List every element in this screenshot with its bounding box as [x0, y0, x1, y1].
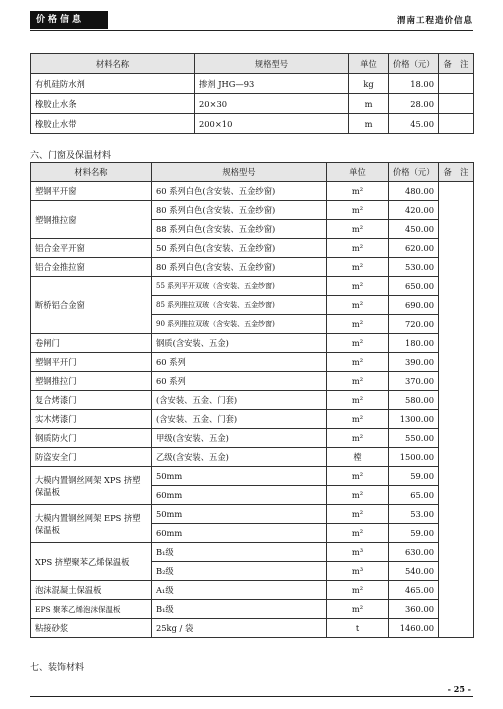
doors-windows-insulation-table	[30, 162, 474, 638]
cell-spec: 甲级(含安装、五金)	[152, 429, 327, 448]
cell-name: 塑钢推拉窗	[31, 201, 152, 239]
cell-price: 390.00	[389, 353, 439, 372]
cell-price: 420.00	[389, 201, 439, 220]
cell-spec: 85 系列推拉双玻（含安装、五金纱窗)	[152, 296, 327, 315]
cell-unit: m²	[327, 315, 389, 334]
cell-unit: m	[349, 114, 389, 134]
waterproof-price-table	[30, 53, 474, 134]
header-rule	[30, 30, 473, 31]
cell-unit: kg	[349, 74, 389, 94]
cell-name: 塑钢推拉门	[31, 372, 152, 391]
cell-spec: 60 系列白色(含安装、五金纱窗)	[152, 182, 327, 201]
section-7-title: 七、装饰材料	[30, 663, 85, 673]
cell-spec: A₁级	[152, 581, 327, 600]
cell-price: 580.00	[389, 391, 439, 410]
cell-unit: m³	[327, 562, 389, 581]
cell-spec: 90 系列推拉双玻（含安装、五金纱窗)	[152, 315, 327, 334]
cell-spec: 20×30	[195, 94, 349, 114]
cell-name: 有机硅防水剂	[31, 74, 195, 94]
cell-unit: m²	[327, 486, 389, 505]
cell-price: 53.00	[389, 505, 439, 524]
cell-name: 塑钢平开窗	[31, 182, 152, 201]
cell-spec: (含安装、五金、门套)	[152, 391, 327, 410]
cell-name: 断桥铝合金窗	[31, 277, 152, 334]
cell-price: 1500.00	[389, 448, 439, 467]
cell-spec: B₁级	[152, 600, 327, 619]
page-number: - 25 -	[447, 684, 471, 694]
table-row	[31, 182, 474, 201]
col-header-name: 材料名称	[31, 54, 195, 74]
table-row	[31, 277, 474, 296]
cell-price: 59.00	[389, 467, 439, 486]
cell-unit: m²	[327, 524, 389, 543]
cell-unit: m²	[327, 505, 389, 524]
cell-price: 630.00	[389, 543, 439, 562]
table-row	[31, 258, 474, 277]
col-header-price: 价格（元）	[389, 163, 439, 182]
cell-unit: m²	[327, 410, 389, 429]
cell-spec: 80 系列白色(含安装、五金纱窗)	[152, 258, 327, 277]
cell-name: 大模内置钢丝网架 XPS 挤塑保温板	[31, 467, 152, 505]
col-header-name: 材料名称	[31, 163, 152, 182]
cell-name: XPS 挤塑聚苯乙烯保温板	[31, 543, 152, 581]
cell-spec: 80 系列白色(含安装、五金纱窗)	[152, 201, 327, 220]
col-header-spec: 规格型号	[152, 163, 327, 182]
col-header-unit: 单位	[349, 54, 389, 74]
table-row	[31, 94, 474, 114]
col-header-spec: 规格型号	[195, 54, 349, 74]
cell-spec: 50 系列白色(含安装、五金纱窗)	[152, 239, 327, 258]
cell-note	[439, 182, 474, 638]
cell-price: 450.00	[389, 220, 439, 239]
cell-spec: 55 系列平开双玻（含安装、五金纱窗)	[152, 277, 327, 296]
cell-unit: m³	[327, 543, 389, 562]
cell-price: 18.00	[389, 74, 439, 94]
cell-spec: 25kg / 袋	[152, 619, 327, 638]
cell-price: 530.00	[389, 258, 439, 277]
cell-name: 实木烤漆门	[31, 410, 152, 429]
cell-spec: B₁级	[152, 543, 327, 562]
cell-price: 480.00	[389, 182, 439, 201]
table-header-row	[31, 54, 474, 74]
cell-spec: (含安装、五金、门套)	[152, 410, 327, 429]
cell-price: 360.00	[389, 600, 439, 619]
cell-price: 465.00	[389, 581, 439, 600]
cell-name: 橡胶止水带	[31, 114, 195, 134]
cell-unit: m²	[327, 429, 389, 448]
cell-price: 620.00	[389, 239, 439, 258]
cell-name: 粘接砂浆	[31, 619, 152, 638]
col-header-note: 备 注	[439, 54, 474, 74]
cell-price: 690.00	[389, 296, 439, 315]
cell-name: EPS 聚苯乙烯泡沫保温板	[31, 600, 152, 619]
cell-name: 钢质防火门	[31, 429, 152, 448]
cell-unit: m²	[327, 334, 389, 353]
table-row	[31, 391, 474, 410]
cell-note	[439, 74, 474, 94]
cell-unit: m²	[327, 467, 389, 486]
table-row	[31, 581, 474, 600]
cell-unit: m²	[327, 372, 389, 391]
cell-unit: m²	[327, 296, 389, 315]
cell-price: 650.00	[389, 277, 439, 296]
cell-spec: 钢质(含安装、五金)	[152, 334, 327, 353]
cell-unit: m²	[327, 581, 389, 600]
cell-price: 720.00	[389, 315, 439, 334]
cell-unit: m	[349, 94, 389, 114]
col-header-price: 价格（元）	[389, 54, 439, 74]
cell-price: 28.00	[389, 94, 439, 114]
cell-spec: 50mm	[152, 467, 327, 486]
cell-spec: 60 系列	[152, 372, 327, 391]
table-row	[31, 334, 474, 353]
cell-spec: 乙级(含安装、五金)	[152, 448, 327, 467]
cell-price: 59.00	[389, 524, 439, 543]
cell-spec: 掺剂 JHG—93	[195, 74, 349, 94]
cell-spec: 50mm	[152, 505, 327, 524]
cell-name: 塑钢平开门	[31, 353, 152, 372]
header-left-title: 价格信息	[30, 11, 108, 29]
cell-price: 550.00	[389, 429, 439, 448]
cell-unit: m²	[327, 258, 389, 277]
section-6-title: 六、门窗及保温材料	[30, 151, 112, 161]
cell-price: 370.00	[389, 372, 439, 391]
cell-unit: t	[327, 619, 389, 638]
table-row	[31, 74, 474, 94]
cell-unit: m²	[327, 182, 389, 201]
cell-name: 铝合金平开窗	[31, 239, 152, 258]
cell-note	[439, 94, 474, 114]
table-row	[31, 505, 474, 524]
table-row	[31, 410, 474, 429]
cell-unit: m²	[327, 277, 389, 296]
table-row	[31, 600, 474, 619]
table-row	[31, 429, 474, 448]
header-right-title: 渭南工程造价信息	[396, 16, 473, 26]
cell-unit: m²	[327, 220, 389, 239]
cell-name: 复合烤漆门	[31, 391, 152, 410]
cell-price: 65.00	[389, 486, 439, 505]
col-header-note: 备 注	[439, 163, 474, 182]
cell-unit: m²	[327, 239, 389, 258]
table-row	[31, 543, 474, 562]
cell-unit: m²	[327, 201, 389, 220]
table-row	[31, 114, 474, 134]
cell-unit: m²	[327, 353, 389, 372]
col-header-unit: 单位	[327, 163, 389, 182]
cell-name: 泡沫混凝土保温板	[31, 581, 152, 600]
cell-spec: 60mm	[152, 486, 327, 505]
table-row	[31, 619, 474, 638]
cell-unit: m²	[327, 391, 389, 410]
cell-price: 180.00	[389, 334, 439, 353]
cell-name: 橡胶止水条	[31, 94, 195, 114]
table-header-row	[31, 163, 474, 182]
cell-name: 大模内置钢丝网架 EPS 挤塑保温板	[31, 505, 152, 543]
cell-unit: m²	[327, 600, 389, 619]
cell-price: 1300.00	[389, 410, 439, 429]
table-row	[31, 239, 474, 258]
table-row	[31, 201, 474, 220]
cell-spec: B₂级	[152, 562, 327, 581]
table-row	[31, 467, 474, 486]
cell-unit: 樘	[327, 448, 389, 467]
table-row	[31, 448, 474, 467]
cell-price: 540.00	[389, 562, 439, 581]
table-row	[31, 372, 474, 391]
cell-name: 防盗安全门	[31, 448, 152, 467]
table-row	[31, 353, 474, 372]
cell-spec: 60 系列	[152, 353, 327, 372]
cell-spec: 200×10	[195, 114, 349, 134]
cell-note	[439, 114, 474, 134]
cell-spec: 60mm	[152, 524, 327, 543]
cell-price: 45.00	[389, 114, 439, 134]
cell-price: 1460.00	[389, 619, 439, 638]
cell-name: 铝合金推拉窗	[31, 258, 152, 277]
cell-name: 卷闸门	[31, 334, 152, 353]
cell-spec: 88 系列白色(含安装、五金纱窗)	[152, 220, 327, 239]
footer-rule	[30, 696, 473, 697]
